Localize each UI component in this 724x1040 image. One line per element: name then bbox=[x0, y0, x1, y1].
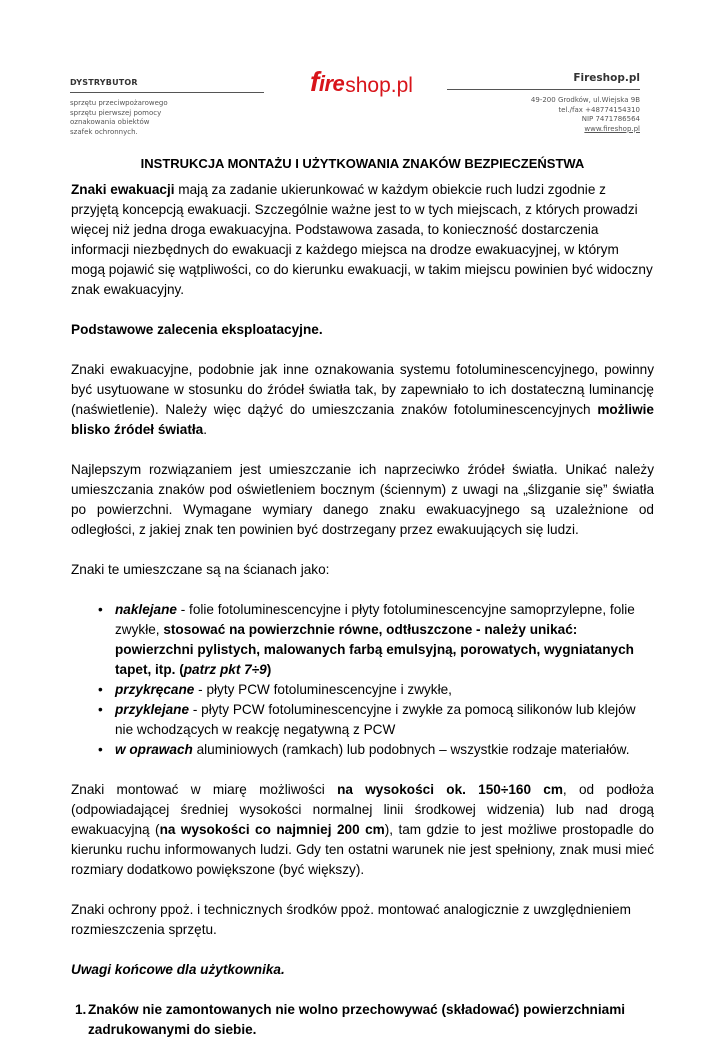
logo-fire-text bbox=[310, 66, 344, 98]
bullet-lead: przykręcane bbox=[115, 682, 195, 697]
list-item bbox=[75, 1000, 654, 1040]
bullet-bold-tail: ) bbox=[266, 662, 272, 677]
fireshop-logo bbox=[310, 66, 413, 98]
logo-fire-rest: ire bbox=[318, 71, 345, 96]
distributor-line: sprzętu pierwszej pomocy bbox=[70, 108, 162, 117]
header-divider-right bbox=[447, 89, 640, 90]
para5-t2: , od podłoża (odpowiadającej średniej wysokości normalnej linii środkowej widzenia) lub nad drogą ewakuacyjną ( bbox=[71, 782, 654, 837]
paragraph-fire-protection-signs: Znaki ochrony ppoż. i technicznych środków ppoż. montować analogicznie z uwzględnieniem rozmieszczenia sprzętu. bbox=[71, 902, 631, 937]
distributor-line: szafek ochronnych. bbox=[70, 127, 138, 136]
header-divider-left bbox=[70, 92, 264, 93]
list-item-text: Znaków nie zamontowanych nie wolno przechowywać (składować) powierzchniami zadrukowanymi do siebie. bbox=[88, 1002, 626, 1037]
mounting-methods-list bbox=[98, 600, 654, 760]
bullet-text: - płyty PCW fotoluminescencyjne i zwykłe za pomocą silikonów lub klejów nie wchodzących w reakcję negatywną z PCW bbox=[115, 702, 636, 737]
bullet-icon: • bbox=[98, 602, 103, 617]
section1-heading-text: Podstawowe zalecenia eksploatacyjne. bbox=[71, 322, 323, 337]
paragraph-mounting-height bbox=[71, 780, 654, 880]
para2-text: Znaki ewakuacyjne, podobnie jak inne oznakowania systemu fotoluminescencyjnego, powinny być usytuowane w stosunku do źródeł światła tak, by zapewniało to ich dostateczną luminancję (naświetlenie). Należy więc dążyć do umieszczania znaków fotoluminescencyjnych bbox=[71, 362, 654, 417]
para5-t1: Znaki montować w miarę możliwości bbox=[71, 782, 338, 797]
bullet-text: aluminiowych (ramkach) lub podobnych – wszystkie rodzaje materiałów. bbox=[192, 742, 630, 757]
list-item bbox=[98, 740, 654, 760]
bullet-text: - płyty PCW fotoluminescencyjne i zwykłe, bbox=[194, 682, 452, 697]
list-item bbox=[98, 680, 654, 700]
para5-b1: na wysokości ok. 150÷160 cm bbox=[337, 782, 563, 797]
para5-t3: ), tam gdzie to jest możliwe prostopadle do kierunku ruchu informowanych ludzi. Gdy ten ostatni warunek nie jest spełniony, znak musi mieć rozmiary dodatkowo powiększone (być większy). bbox=[71, 822, 654, 877]
intro-bold-lead: Znaki ewakuacji bbox=[71, 182, 175, 197]
bullet-icon: • bbox=[98, 702, 103, 717]
bullet-text: - folie fotoluminescencyjne i płyty fotoluminescencyjne samoprzylepne, folie zwykłe, bbox=[115, 602, 635, 637]
bullet-bold: stosować na powierzchnie równe, odtłuszczone - należy unikać: powierzchni pylistych, malowanych farbą emulsyjną, porowatych, wygniatanych tapet, itp. ( bbox=[115, 622, 634, 677]
company-phone: tel./fax +48774154310 bbox=[558, 105, 640, 114]
bullet-icon: • bbox=[98, 742, 103, 757]
company-name: Fireshop.pl bbox=[573, 72, 640, 84]
logo-shop-text: shop.pl bbox=[345, 74, 413, 97]
document-body bbox=[71, 154, 654, 1040]
bullet-lead: przyklejane bbox=[115, 702, 190, 717]
logo-flame-f-icon: f bbox=[310, 66, 319, 97]
section-heading-final-notes bbox=[71, 960, 654, 980]
para2-tail: . bbox=[203, 422, 207, 437]
distributor-line: sprzętu przeciwpożarowego bbox=[70, 99, 168, 107]
section-heading-recommendations bbox=[71, 320, 654, 340]
company-address: 49-200 Grodków, ul.Wiejska 9B bbox=[530, 96, 640, 104]
document-title: INSTRUKCJA MONTAŻU I UŻYTKOWANIA ZNAKÓW BEZPIECZEŃSTWA bbox=[140, 156, 585, 171]
bullet-icon: • bbox=[98, 682, 103, 697]
list-number: 1. bbox=[75, 1002, 87, 1017]
company-website-link[interactable]: www.fireshop.pl bbox=[584, 124, 640, 133]
distributor-header bbox=[70, 78, 264, 137]
bullet-lead: naklejane bbox=[115, 602, 177, 617]
bullet-lead: w oprawach bbox=[115, 742, 193, 757]
section2-heading-text: Uwagi końcowe dla użytkownika. bbox=[71, 962, 285, 977]
intro-paragraph bbox=[71, 180, 654, 300]
bullet-bold-italic: patrz pkt 7÷9 bbox=[183, 662, 267, 677]
company-nip: NIP 7471786564 bbox=[581, 115, 640, 123]
distributor-label: DYSTRYBUTOR bbox=[70, 78, 138, 87]
paragraph-placement: Najlepszym rozwiązaniem jest umieszczanie ich naprzeciwko źródeł światła. Unikać należy umieszczania znaków pod oświetleniem bocznym (ściennym) z uwagi na „ślizganie się” światła po powierzchni. Wymagane wymiary danego znaku ewakuacyjnego są uzależnione od odległości, z jakiej znak ten powinien być dostrzegany przez ewakuujących się ludzi. bbox=[71, 462, 654, 537]
distributor-line: oznakowania obiektów bbox=[70, 118, 150, 126]
paragraph-light-sources bbox=[71, 360, 654, 440]
list-item bbox=[98, 700, 654, 740]
para2-bold: możliwie blisko źródeł światła bbox=[71, 402, 654, 437]
paragraph-mounting-intro: Znaki te umieszczane są na ścianach jako: bbox=[71, 562, 330, 577]
list-item bbox=[98, 600, 654, 680]
company-header bbox=[447, 72, 640, 134]
final-notes-list bbox=[75, 1000, 654, 1040]
intro-text: mają za zadanie ukierunkować w każdym obiekcie ruch ludzi zgodnie z przyjętą koncepcją ewakuacji. Szczególnie ważne jest to w tych miejscach, z których prowadzi więcej niż jedna droga ewakuacyjna. Podstawowa zasada, to konieczność dostarczenia informacji niezbędnych do ewakuacji z każdego miejsca na drodze ewakuacyjnej, w którym mogą pojawić się wątpliwości, co do kierunku ewakuacji, w takim miejscu powinien być widoczny znak ewakuacyjny. bbox=[71, 182, 653, 297]
para5-b2: na wysokości co najmniej 200 cm bbox=[159, 822, 385, 837]
